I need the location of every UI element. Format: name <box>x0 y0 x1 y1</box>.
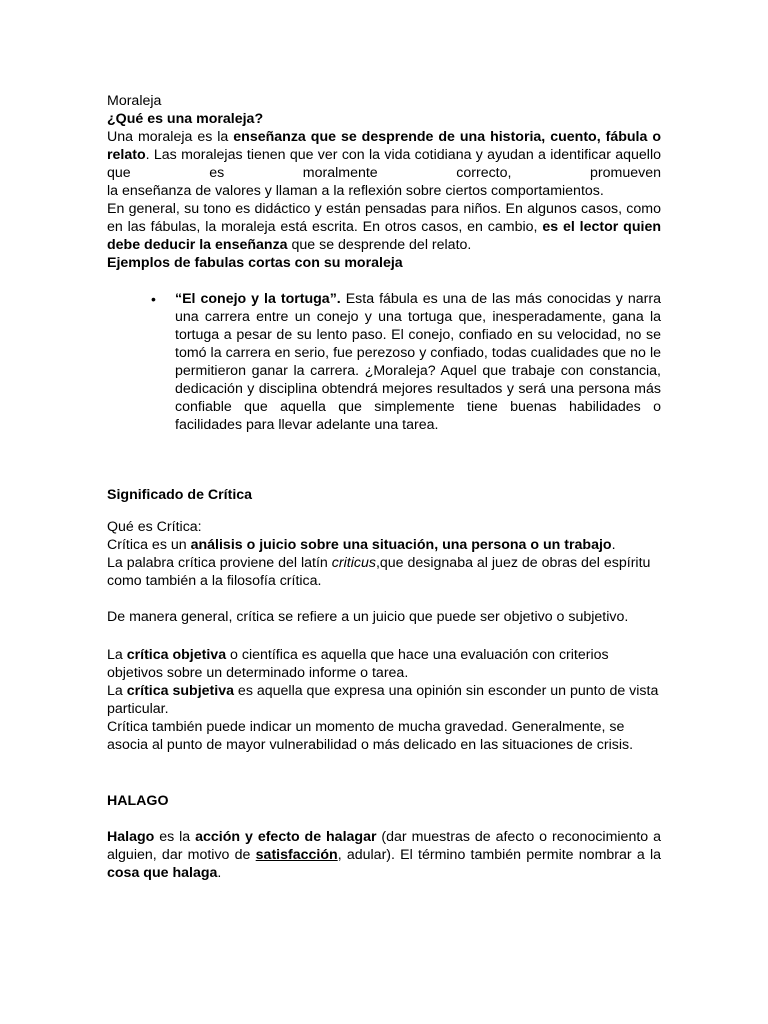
moraleja-question-text: ¿Qué es una moraleja? <box>107 111 264 127</box>
text-span: La <box>107 683 127 699</box>
critica-question: Qué es Crítica: <box>107 519 202 535</box>
critica-paragraph-6: Crítica también puede indicar un momento de mucha gravedad. Generalmente, se asocia al punto de mayor vulnerabilidad o más delicado en las situaciones de crisis. <box>107 719 634 753</box>
text-span: ,que designaba al juez de obras del espíritu como también a la filosofía crítica. <box>107 555 651 589</box>
critica-heading-text: Significado de Crítica <box>107 487 253 503</box>
text-span: es la <box>154 829 196 845</box>
text-span: . Las moralejas tienen que ver con la vida cotidiana y ayudan a identificar aquello que es moralmente correcto, promueven <box>107 147 661 181</box>
moraleja-paragraph-1-main <box>107 128 661 182</box>
text-span: Esta fábula es una de las más conocidas y narra una carrera entre un conejo y una tortuga que, inesperadamente, gana la tortuga a pesar de su lento paso. El conejo, confiado en su velocidad, no se tomó la carrera en serio, fue perezoso y confiado, todas cualidades que no le permitieron ganar la carrera. ¿Moraleja? Aquel que trabaje con constancia, dedicación y disciplina obtendrá mejores resultados y será una persona más confiable que aquella que simplemente tiene buenas habilidades o facilidades para llevar adelante una tarea. <box>175 291 661 433</box>
bold-span: análisis o juicio sobre una situación, una persona o un trabajo <box>190 537 612 553</box>
text-span: En general, su tono es didáctico y están pensadas para niños. En algunos casos, como en las fábulas, la moraleja está escrita. En otros casos, en cambio, <box>107 201 661 235</box>
text-span: La palabra crítica proviene del latín <box>107 555 332 571</box>
text-span: . <box>611 537 616 553</box>
moraleja-question <box>107 110 661 128</box>
bold-span: crítica subjetiva <box>126 683 234 699</box>
bold-span: Halago <box>107 829 155 845</box>
bold-span: acción y efecto de halagar <box>195 829 377 845</box>
bold-span: enseñanza que se desprende de una historia, cuento, fábula o relato <box>107 129 661 163</box>
text-span: o científica es aquella que hace una evaluación con criterios objetivos sobre un determinado informe o tarea. <box>107 647 609 681</box>
critica-paragraph-5 <box>107 682 661 718</box>
critica-paragraph-1 <box>107 536 661 554</box>
text-span: . <box>217 865 222 881</box>
moraleja-paragraph-2 <box>107 200 661 254</box>
italic-span: criticus <box>331 555 376 571</box>
moraleja-paragraph-1 <box>107 128 661 200</box>
example-title: “El conejo y la tortuga”. <box>175 291 341 307</box>
halago-heading-text: HALAGO <box>107 793 169 809</box>
bold-span: crítica objetiva <box>126 647 227 663</box>
bold-span: cosa que halaga <box>107 865 218 881</box>
bullet-icon: • <box>151 291 156 307</box>
halago-heading <box>107 792 661 810</box>
example-text <box>175 290 661 434</box>
text-span: (dar muestras de afecto o reconocimiento a alguien, dar motivo de <box>107 829 661 863</box>
critica-paragraph-4 <box>107 646 661 682</box>
underlined-span: satisfacción <box>255 847 338 863</box>
bold-span: es el lector quien debe deducir la enseñanza <box>107 219 661 253</box>
critica-heading <box>107 486 661 504</box>
text-span: , adular). El término también permite nombrar a la <box>337 847 661 863</box>
moraleja-title: Moraleja <box>107 93 162 109</box>
halago-paragraph <box>107 828 661 882</box>
moraleja-paragraph-1-tail: la enseñanza de valores y llaman a la reflexión sobre ciertos comportamientos. <box>107 183 604 199</box>
critica-paragraph-3: De manera general, crítica se refiere a un juicio que puede ser objetivo o subjetivo. <box>107 609 629 625</box>
examples-heading-text: Ejemplos de fabulas cortas con su moraleja <box>107 255 403 271</box>
text-span: La <box>107 647 127 663</box>
critica-paragraph-2 <box>107 554 661 590</box>
examples-heading <box>107 254 661 272</box>
text-span: que se desprende del relato. <box>287 237 472 253</box>
text-span: es aquella que expresa una opinión sin esconder un punto de vista particular. <box>107 683 659 717</box>
text-span: Una moraleja es la <box>107 129 234 145</box>
text-span: Crítica es un <box>107 537 191 553</box>
